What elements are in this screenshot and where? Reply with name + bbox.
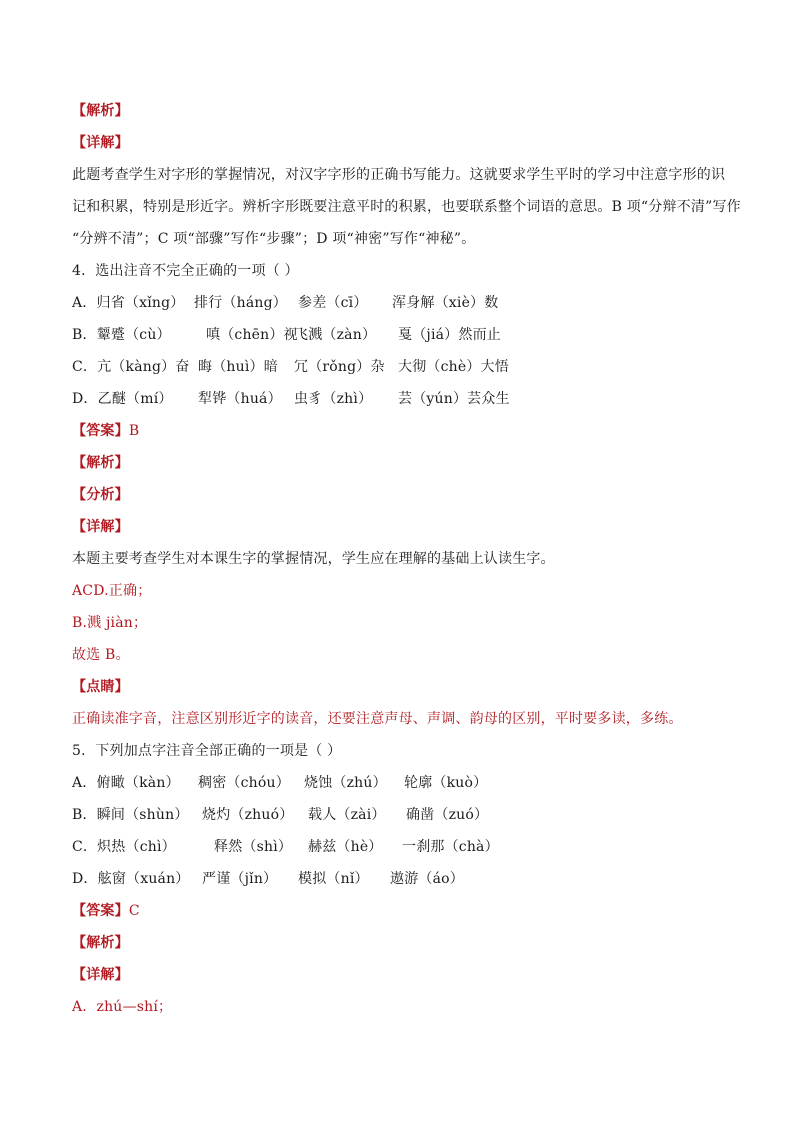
option-item: 严谨（jǐn）	[202, 871, 278, 887]
analysis-heading: 【解析】	[72, 103, 129, 119]
option-item: 参差（cī）	[298, 295, 368, 311]
option-item: B．瞬间（shùn）	[72, 807, 189, 823]
option-item: A．俯瞰（kàn）	[72, 775, 180, 791]
option-item: D．舷窗（xuán）	[72, 871, 190, 887]
detail-heading: 【详解】	[72, 967, 129, 983]
option-item: 赫兹（hè）	[308, 839, 383, 855]
detail-heading: 【详解】	[72, 135, 129, 151]
option-item: 模拟（nǐ）	[298, 871, 369, 887]
option-item: 确凿（zuó）	[406, 807, 489, 823]
option-item: 嗔（chēn）视	[206, 327, 298, 343]
option-item: 大彻（chè）大悟	[398, 359, 509, 375]
answer-line	[72, 902, 732, 920]
option-item: D．乙醚（mí）	[72, 391, 173, 407]
option-item: 浑身解（xiè）数	[392, 295, 499, 311]
option-item: A．归省（xǐng）	[72, 295, 185, 311]
question-4-stem: 4．选出注音不完全正确的一项（ ）	[72, 263, 299, 279]
option-item: 晦（huì）暗	[198, 359, 278, 375]
option-item: 轮廓（kuò）	[404, 775, 488, 791]
analysis-heading: 【解析】	[72, 935, 129, 951]
option-item: 烧灼（zhuó）	[202, 807, 294, 823]
explanation-line: A．zhú—shí；	[72, 999, 173, 1015]
answer-heading: 【答案】	[72, 423, 129, 439]
option-item: 芸（yún）芸众生	[398, 391, 510, 407]
explanation-line: B.溅 jiàn；	[72, 615, 148, 631]
explanation-line: 此题考查学生对字形的掌握情况，对汉字字形的正确书写能力。这就要求学生平时的学习中注意字形的识	[72, 167, 726, 183]
question-5-stem: 5．下列加点字注音全部正确的一项是（ ）	[72, 743, 342, 759]
option-item: 犁铧（huá）	[198, 391, 282, 407]
option-item: 一刹那（chà）	[402, 839, 499, 855]
option-item: C．炽热（chì）	[72, 839, 176, 855]
option-item: 稠密（chóu）	[198, 775, 290, 791]
answer-heading: 【答案】	[72, 903, 129, 919]
explanation-line: ACD.正确；	[72, 583, 152, 599]
analysis-heading: 【解析】	[72, 455, 129, 471]
option-item: 冗（rǒng）杂	[294, 359, 385, 375]
option-item: 虫豸（zhì）	[294, 391, 373, 407]
tip-text: 正确读准字音，注意区别形近字的读音，还要注意声母、声调、韵母的区别，平时要多读，多练。	[72, 711, 683, 727]
option-item: 载人（zài）	[308, 807, 386, 823]
breakdown-heading: 【分析】	[72, 487, 129, 503]
option-item: 飞溅（zàn）	[294, 327, 377, 343]
option-item: C．亢（kàng）奋	[72, 359, 190, 375]
explanation-line: “分辨不清”；C 项“部骤”写作“步骤”；D 项“神密”写作“神秘”。	[72, 231, 476, 247]
option-item: 烧蚀（zhú）	[304, 775, 387, 791]
answer-value: B	[128, 423, 140, 439]
answer-value: C	[128, 903, 140, 919]
explanation-line: 本题主要考查学生对本课生字的掌握情况，学生应在理解的基础上认读生字。	[72, 551, 555, 567]
tip-heading: 【点睛】	[72, 679, 129, 695]
option-item: 遨游（áo）	[390, 871, 464, 887]
option-item: 释然（shì）	[214, 839, 293, 855]
answer-line	[72, 422, 732, 440]
option-item: B．颦蹙（cù）	[72, 327, 171, 343]
option-item: 排行（háng）	[194, 295, 287, 311]
explanation-line: 记和积累，特别是形近字。辨析字形既要注意平时的积累，也要联系整个词语的意思。B 项“分辩不清”写作	[72, 199, 741, 215]
option-item: 戛（jiá）然而止	[398, 327, 501, 343]
explanation-line: 故选 B。	[72, 647, 130, 663]
detail-heading: 【详解】	[72, 519, 129, 535]
